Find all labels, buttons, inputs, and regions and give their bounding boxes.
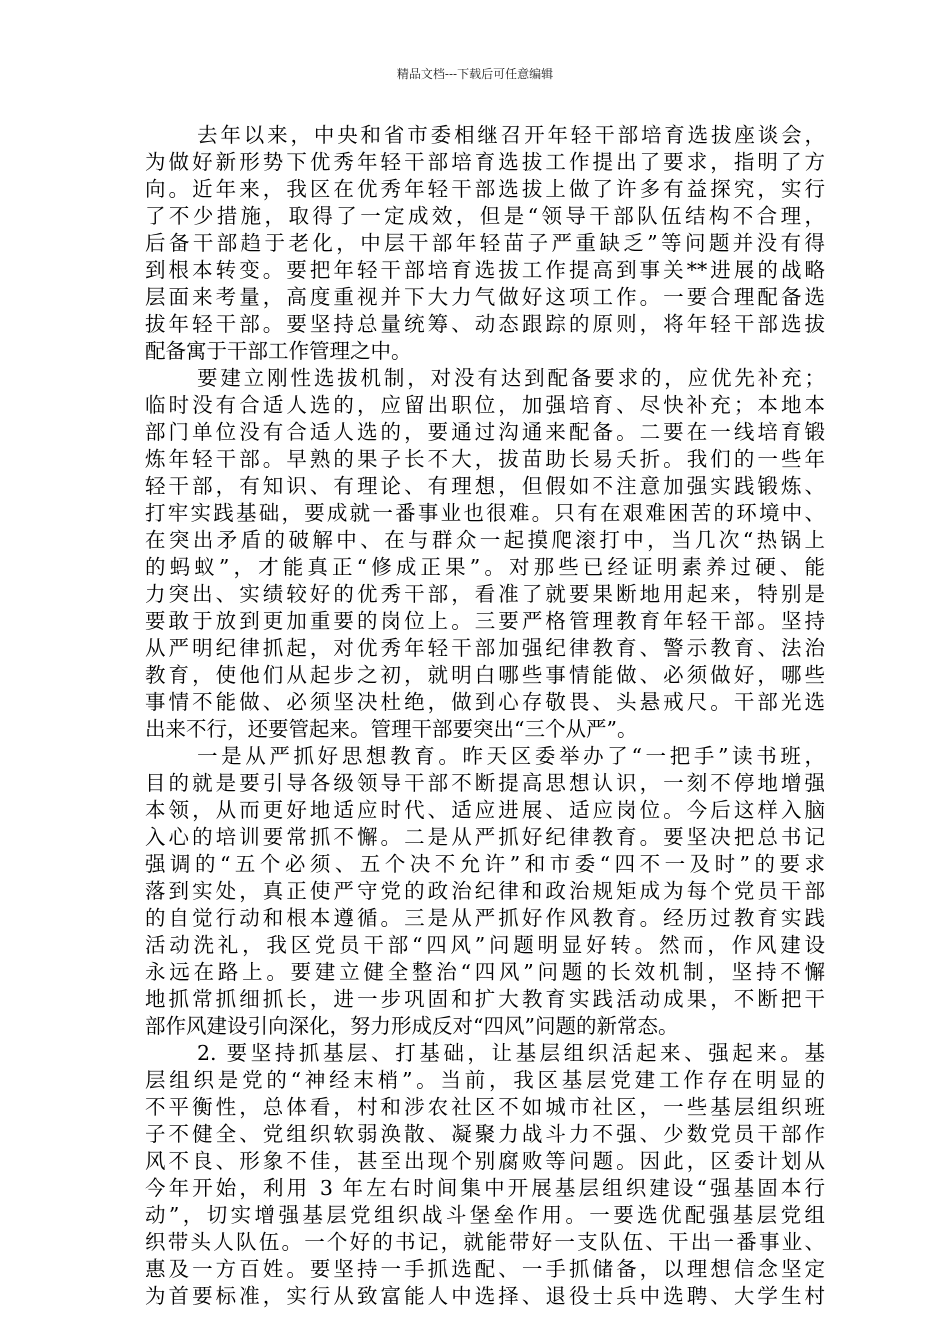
text-line: 动”，切实增强基层党组织战斗堡垒作用。一要选优配强基层党组 <box>145 1203 825 1227</box>
text-line: 的自觉行动和根本遵循。三是从严抓好作风教育。经历过教育实践 <box>145 906 825 930</box>
text-line: 后备干部趋于老化，中层干部年轻苗子严重缺乏”等问题并没有得 <box>145 231 825 255</box>
text-line: 拔年轻干部。要坚持总量统筹、动态跟踪的原则，将年轻干部选拔 <box>145 312 825 336</box>
text-line: 教育，使他们从起步之初，就明白哪些事情能做、必须做好，哪些 <box>145 663 825 687</box>
text-line: 打牢实践基础，要成就一番事业也很难。只有在艰难困苦的环境中、 <box>145 501 825 525</box>
text-line: 配备寓于干部工作管理之中。 <box>145 339 412 363</box>
text-line: 力突出、实绩较好的优秀干部，看准了就要果断地用起来，特别是 <box>145 582 825 606</box>
document-body <box>145 122 825 1310</box>
paragraph <box>145 743 825 1040</box>
paragraph <box>145 1040 825 1310</box>
text-line: 临时没有合适人选的，应留出职位，加强培育、尽快补充；本地本 <box>145 393 825 417</box>
text-line: 为首要标准，实行从致富能人中选择、退役士兵中选聘、大学生村 <box>145 1284 825 1308</box>
text-line: 出来不行，还要管起来。管理干部要突出“三个从严”。 <box>145 717 638 741</box>
text-line: 层面来考量，高度重视并下大力气做好这项工作。一要合理配备选 <box>145 285 825 309</box>
text-line: 在突出矛盾的破解中、在与群众一起摸爬滚打中，当几次“热锅上 <box>145 528 825 552</box>
text-line: 部门单位没有合适人选的，要通过沟通来配备。二要在一线培育锻 <box>145 420 825 444</box>
text-line: 目的就是要引导各级领导干部不断提高思想认识，一刻不停地增强 <box>145 771 825 795</box>
page-header: 精品文档---下载后可任意编辑 <box>396 67 554 81</box>
text-line: 永远在路上。要建立健全整治“四风”问题的长效机制，坚持不懈 <box>145 960 825 984</box>
text-line: 向。近年来，我区在优秀年轻干部选拔上做了许多有益探究，实行 <box>145 177 825 201</box>
text-line: 为做好新形势下优秀年轻干部培育选拔工作提出了要求，指明了方 <box>145 150 825 174</box>
text-line: 从严明纪律抓起，对优秀年轻干部加强纪律教育、警示教育、法治 <box>145 636 825 660</box>
text-line: 事情不能做、必须坚决杜绝，做到心存敬畏、头悬戒尺。干部光选 <box>145 690 825 714</box>
text-line: 强调的“五个必须、五个决不允许”和市委“四不一及时”的要求 <box>145 852 825 876</box>
text-line: 惠及一方百姓。要坚持一手抓选配、一手抓储备，以理想信念坚定 <box>145 1257 825 1281</box>
text-line: 层组织是党的“神经末梢”。当前，我区基层党建工作存在明显的 <box>145 1068 825 1092</box>
text-line: 本领，从而更好地适应时代、适应进展、适应岗位。今后这样入脑 <box>145 798 825 822</box>
text-line: 轻干部，有知识、有理论、有理想，但假如不注意加强实践锻炼、 <box>145 474 825 498</box>
text-line: 子不健全、党组织软弱涣散、凝聚力战斗力不强、少数党员干部作 <box>145 1122 825 1146</box>
text-line: 今年开始，利用 3 年左右时间集中开展基层组织建设“强基固本行 <box>145 1176 825 1200</box>
text-line: 地抓常抓细抓长，进一步巩固和扩大教育实践活动成果，不断把干 <box>145 987 825 1011</box>
paragraph <box>145 365 825 743</box>
text-line: 不平衡性，总体看，村和涉农社区不如城市社区，一些基层组织班 <box>145 1095 825 1119</box>
text-line: 落到实处，真正使严守党的政治纪律和政治规矩成为每个党员干部 <box>145 879 825 903</box>
text-line: 要建立刚性选拔机制，对没有达到配备要求的，应优先补充； <box>197 366 825 390</box>
text-line: 去年以来，中央和省市委相继召开年轻干部培育选拔座谈会， <box>197 123 825 147</box>
text-line: 一是从严抓好思想教育。昨天区委举办了“一把手”读书班， <box>197 744 825 768</box>
text-line: 入心的培训要常抓不懈。二是从严抓好纪律教育。要坚决把总书记 <box>145 825 825 849</box>
text-line: 织带头人队伍。一个好的书记，就能带好一支队伍、干出一番事业、 <box>145 1230 825 1254</box>
text-line: 了不少措施，取得了一定成效，但是“领导干部队伍结构不合理， <box>145 204 825 228</box>
text-line: 2. 要坚持抓基层、打基础，让基层组织活起来、强起来。基 <box>197 1041 825 1065</box>
text-line: 炼年轻干部。早熟的果子长不大，拔苗助长易夭折。我们的一些年 <box>145 447 825 471</box>
text-line: 活动洗礼，我区党员干部“四风”问题明显好转。然而，作风建设 <box>145 933 825 957</box>
text-line: 要敢于放到更加重要的岗位上。三要严格管理教育年轻干部。坚持 <box>145 609 825 633</box>
text-line: 部作风建设引向深化，努力形成反对“四风”问题的新常态。 <box>145 1014 679 1038</box>
paragraph <box>145 122 825 365</box>
text-line: 的蚂蚁”，才能真正“修成正果”。对那些已经证明素养过硬、能 <box>145 555 825 579</box>
text-line: 风不良、形象不佳，甚至出现个别腐败等问题。因此，区委计划从 <box>145 1149 825 1173</box>
text-line: 到根本转变。要把年轻干部培育选拔工作提高到事关**进展的战略 <box>145 258 825 282</box>
